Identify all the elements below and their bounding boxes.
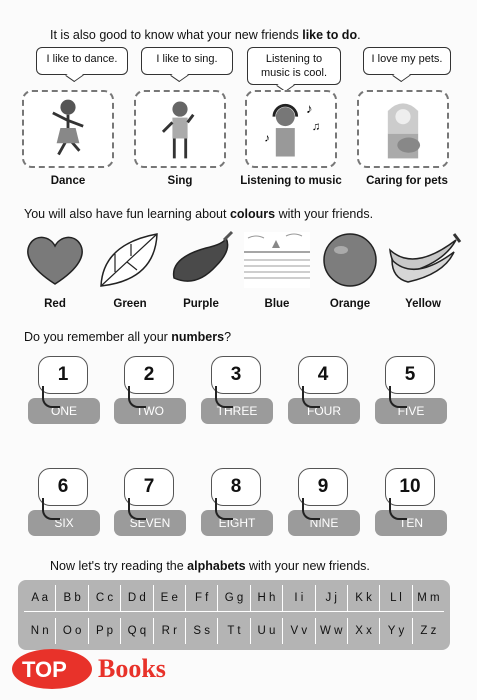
hook-icon: [302, 498, 320, 520]
letter-cell: P p: [89, 618, 121, 644]
letter-cell: N n: [24, 618, 56, 644]
letter-cell: U u: [251, 618, 283, 644]
dance-illustration: [22, 90, 114, 168]
hook-icon: [42, 386, 60, 408]
sing-illustration: [134, 90, 226, 168]
colour-label: Orange: [329, 298, 371, 310]
hook-icon: [302, 386, 320, 408]
number-word: SEVEN: [114, 510, 186, 536]
number-digit: 10: [385, 468, 435, 506]
letter-cell: J j: [316, 585, 348, 611]
letter-cell: X x: [348, 618, 380, 644]
orange-fruit-icon: [315, 228, 385, 290]
letter-cell: F f: [186, 585, 218, 611]
sea-icon: [242, 228, 312, 290]
speech-bubble-sing: I like to sing.: [141, 47, 233, 75]
number-card-10: [375, 468, 447, 548]
number-card-3: [201, 356, 273, 436]
number-digit: 8: [211, 468, 261, 506]
letter-cell: M m: [417, 592, 440, 604]
pets-illustration: [357, 90, 449, 168]
number-card-4: [288, 356, 360, 436]
leaf-icon: [95, 228, 165, 290]
svg-text:♪: ♪: [306, 100, 313, 116]
number-word: THREE: [201, 398, 273, 424]
number-card-5: [375, 356, 447, 436]
letter-cell: G g: [218, 585, 250, 611]
letter-cell: H h: [251, 585, 283, 611]
number-word: FOUR: [288, 398, 360, 424]
activity-label: Caring for pets: [366, 175, 448, 187]
number-card-1: [28, 356, 100, 436]
number-word: NINE: [288, 510, 360, 536]
number-word: SIX: [28, 510, 100, 536]
alphabet-row-1: [24, 585, 444, 612]
speech-bubble-music: Listening to music is cool.: [247, 47, 341, 85]
alphabet-text: Now let's try reading the alphabets with your new friends.: [50, 559, 370, 573]
hook-icon: [42, 498, 60, 520]
numbers-text: Do you remember all your numbers?: [24, 330, 232, 344]
number-card-8: [201, 468, 273, 548]
activity-label: Listening to music: [240, 175, 342, 187]
number-digit: 1: [38, 356, 88, 394]
svg-text:♫: ♫: [311, 120, 321, 133]
activity-label: Dance: [50, 175, 86, 187]
number-digit: 2: [124, 356, 174, 394]
letter-cell: A a: [24, 585, 56, 611]
letter-cell: L l: [380, 585, 412, 611]
colour-label: Red: [44, 298, 66, 310]
hook-icon: [128, 386, 146, 408]
number-word: ONE: [28, 398, 100, 424]
number-card-2: [114, 356, 186, 436]
hook-icon: [389, 386, 407, 408]
alphabet-row-2: [24, 618, 444, 644]
bananas-icon: [384, 228, 462, 290]
letter-cell: O o: [56, 618, 88, 644]
number-word: TWO: [114, 398, 186, 424]
activity-label: Sing: [167, 175, 193, 187]
heart-icon: [20, 228, 90, 290]
colour-label: Green: [113, 298, 147, 310]
number-word: EIGHT: [201, 510, 273, 536]
letter-cell: R r: [154, 618, 186, 644]
letter-cell: Q q: [121, 618, 153, 644]
colour-label: Purple: [183, 298, 219, 310]
eggplant-icon: [166, 228, 236, 290]
colour-label: Yellow: [405, 298, 441, 310]
letter-cell: B b: [56, 585, 88, 611]
hook-icon: [128, 498, 146, 520]
logo-top-text: TOP: [22, 657, 67, 682]
number-digit: 4: [298, 356, 348, 394]
letter-cell: C c: [89, 585, 121, 611]
letter-cell: I i: [283, 585, 315, 611]
letter-cell: Z z: [420, 625, 437, 637]
number-card-9: [288, 468, 360, 548]
number-word: TEN: [375, 510, 447, 536]
letter-cell: S s: [186, 618, 218, 644]
number-digit: 5: [385, 356, 435, 394]
hook-icon: [215, 386, 233, 408]
letter-cell: W w: [316, 618, 348, 644]
colour-label: Blue: [264, 298, 290, 310]
intro-text: It is also good to know what your new friends like to do.: [50, 28, 361, 42]
number-digit: 7: [124, 468, 174, 506]
letter-cell: D d: [121, 585, 153, 611]
logo-books-text: Books: [98, 654, 166, 683]
topbooks-logo: [6, 643, 196, 693]
letter-cell: T t: [218, 618, 250, 644]
alphabet-strip: [18, 580, 450, 650]
number-card-7: [114, 468, 186, 548]
letter-cell: E e: [154, 585, 186, 611]
speech-bubble-dance: I like to dance.: [36, 47, 128, 75]
colours-text: You will also have fun learning about colours with your friends.: [24, 207, 374, 221]
number-digit: 9: [298, 468, 348, 506]
speech-bubble-pets: I love my pets.: [363, 47, 451, 75]
letter-cell: V v: [283, 618, 315, 644]
svg-text:♪: ♪: [264, 132, 271, 145]
number-digit: 6: [38, 468, 88, 506]
hook-icon: [389, 498, 407, 520]
number-card-6: [28, 468, 100, 548]
number-digit: 3: [211, 356, 261, 394]
music-illustration: [245, 90, 337, 168]
number-word: FIVE: [375, 398, 447, 424]
hook-icon: [215, 498, 233, 520]
letter-cell: Y y: [380, 618, 412, 644]
letter-cell: K k: [348, 585, 380, 611]
